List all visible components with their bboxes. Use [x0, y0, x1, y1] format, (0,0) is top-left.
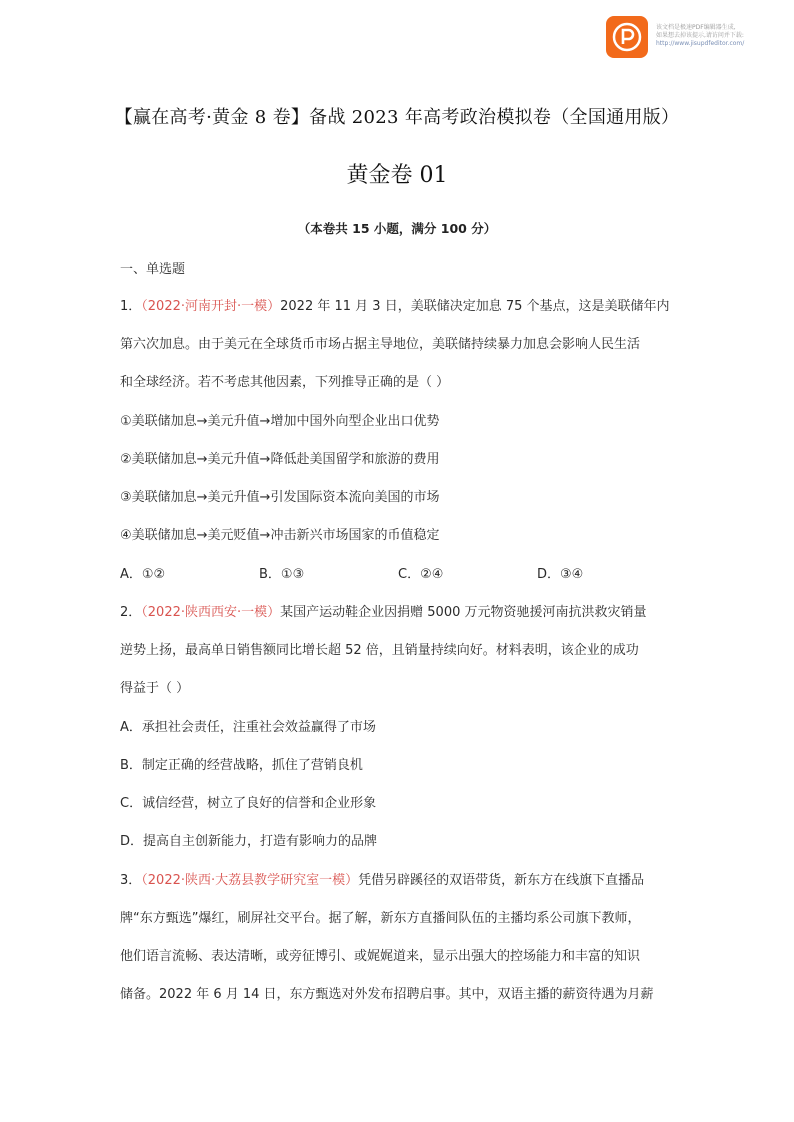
q2-source: （2022·陕西西安·一模） — [141, 605, 281, 620]
q3-line4: 储备。2022 年 6 月 14 日，东方甄选对外发布招聘启事。其中，双语主播的薪资待遇为月薪 — [120, 987, 654, 1002]
q2-line1 — [120, 601, 647, 620]
q1-item-1: ①美联储加息→美元升值→增加中国外向型企业出口优势 — [120, 414, 440, 429]
q3-source: （2022·陕西·大荔县教学研究室一模） — [141, 873, 359, 888]
p-letter-icon — [612, 22, 642, 52]
q1-line1 — [120, 295, 670, 314]
q1-option-b: B．①③ — [259, 567, 305, 582]
q1-item-3: ③美联储加息→美元升值→引发国际资本流向美国的市场 — [120, 490, 440, 505]
q3-number: 3． — [120, 873, 142, 888]
q2-text1: 某国产运动鞋企业因捐赠 5000 万元物资驰援河南抗洪救灾销量 — [280, 605, 647, 620]
q1-option-a: A．①② — [120, 567, 166, 582]
watermark-notice — [656, 24, 784, 48]
q2-option-a: A．承担社会责任，注重社会效益赢得了市场 — [120, 720, 376, 735]
paper-subtitle: 黄金卷 01 — [346, 163, 448, 188]
q1-item-2: ②美联储加息→美元升值→降低赴美国留学和旅游的费用 — [120, 452, 440, 467]
q2-line3: 得益于（ ） — [120, 681, 190, 696]
q3-line1 — [120, 869, 644, 888]
q1-text1: 2022 年 11 月 3 日，美联储决定加息 75 个基点，这是美联储年内 — [280, 299, 670, 314]
paper-note: （本卷共 15 小题，满分 100 分） — [297, 221, 497, 236]
q2-option-d: D．提高自主创新能力，打造有影响力的品牌 — [120, 834, 378, 849]
q1-number: 1． — [120, 299, 142, 314]
watermark-line1: 该文档是极速PDF编辑器生成, — [656, 24, 736, 31]
watermark-line2: 如果想去掉该提示,请访问并下载: — [656, 32, 744, 39]
paper-title: 【赢在高考·黄金 8 卷】备战 2023 年高考政治模拟卷（全国通用版） — [114, 107, 680, 128]
q3-line3: 他们语言流畅、表达清晰，或旁征博引、或娓娓道来，显示出强大的控场能力和丰富的知识 — [120, 949, 641, 964]
q1-option-d: D．③④ — [537, 567, 584, 582]
q2-option-c: C．诚信经营，树立了良好的信誉和企业形象 — [120, 796, 377, 811]
watermark-url[interactable]: http://www.jisupdfeditor.com/ — [656, 40, 745, 47]
q2-number: 2． — [120, 605, 142, 620]
q1-option-c: C．②④ — [398, 567, 444, 582]
q1-item-4: ④美联储加息→美元贬值→冲击新兴市场国家的币值稳定 — [120, 528, 440, 543]
pdf-editor-logo — [606, 16, 648, 58]
q2-line2: 逆势上扬，最高单日销售额同比增长超 52 倍，且销量持续向好。材料表明，该企业的成功 — [120, 643, 639, 658]
q1-source: （2022·河南开封·一模） — [141, 299, 281, 314]
q1-line3: 和全球经济。若不考虑其他因素，下列推导正确的是（ ） — [120, 375, 450, 390]
q1-line2: 第六次加息。由于美元在全球货币市场占据主导地位，美联储持续暴力加息会影响人民生活 — [120, 337, 641, 352]
section-label: 一、单选题 — [120, 262, 186, 277]
q3-line2: 牌“东方甄选”爆红，刷屏社交平台。据了解，新东方直播间队伍的主播均系公司旗下教师， — [120, 911, 641, 926]
q3-text1: 凭借另辟蹊径的双语带货，新东方在线旗下直播品 — [358, 873, 645, 888]
q2-option-b: B．制定正确的经营战略，抓住了营销良机 — [120, 758, 363, 773]
